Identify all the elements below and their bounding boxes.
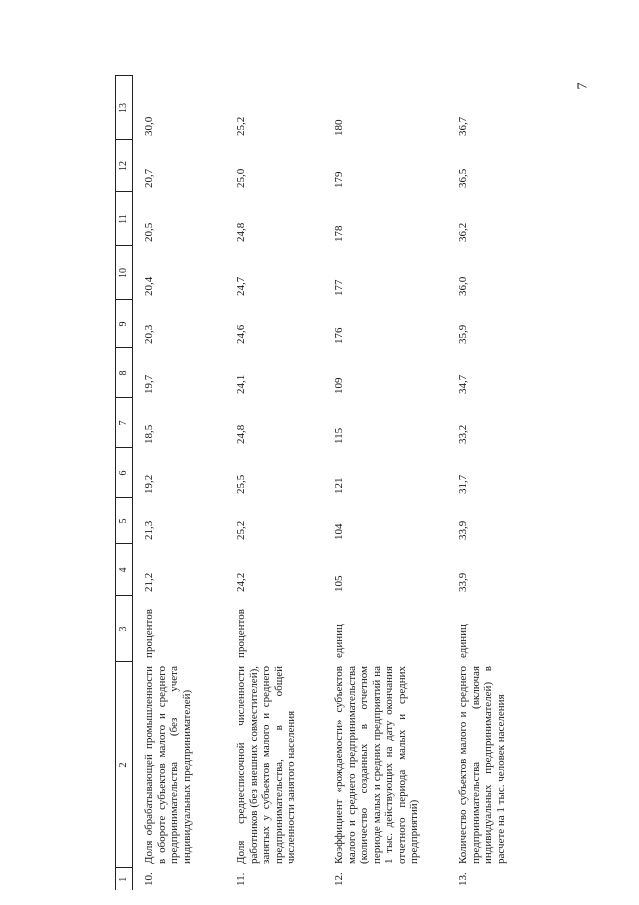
indicator-name: Количество субъектов малого и среднего предпринимательства (включая индивидуальных предпринимателей) в расчете на 1 тыс. человек населения (457, 666, 507, 864)
row-number: 13. (457, 872, 469, 886)
value-cell: 176 (333, 327, 345, 344)
col-header: 6 (116, 448, 133, 498)
value-cell: 36,5 (457, 168, 469, 188)
row-number: 11. (235, 872, 247, 886)
value-cell: 104 (333, 523, 345, 540)
value-cell: 33,9 (457, 520, 469, 540)
col-header: 12 (116, 140, 133, 192)
value-cell: 20,7 (143, 168, 155, 188)
value-cell: 36,7 (457, 116, 469, 136)
value-cell: 177 (333, 279, 345, 296)
value-cell: 25,2 (235, 116, 247, 136)
header-row (116, 76, 133, 890)
value-cell: 18,5 (143, 424, 155, 444)
col-header: 9 (116, 300, 133, 348)
indicator-name: Доля среднесписочной численности работников (без внешних совместителей), занятых у субъектов малого и среднего предпринимательства, в общей численности занятого населения (235, 666, 297, 864)
col-header: 4 (116, 544, 133, 596)
page-number: 7 (575, 82, 591, 90)
table-row (330, 76, 454, 890)
col-header: 5 (116, 498, 133, 544)
value-cell: 24,6 (235, 324, 247, 344)
unit: единиц (457, 624, 469, 658)
value-cell: 24,2 (235, 572, 247, 592)
row-number: 12. (333, 872, 345, 886)
value-cell: 25,5 (235, 474, 247, 494)
value-cell: 115 (333, 427, 345, 444)
value-cell: 179 (333, 171, 345, 188)
value-cell: 121 (333, 477, 345, 494)
rotated-table-container (115, 76, 528, 890)
unit: процентов (143, 609, 155, 658)
value-cell: 109 (333, 377, 345, 394)
col-header: 10 (116, 246, 133, 300)
value-cell: 21,2 (143, 572, 155, 592)
value-cell: 33,9 (457, 572, 469, 592)
value-cell: 19,2 (143, 474, 155, 494)
value-cell: 21,3 (143, 520, 155, 540)
value-cell: 31,7 (457, 474, 469, 494)
col-header: 1 (116, 868, 133, 890)
value-cell: 24,1 (235, 374, 247, 394)
value-cell: 36,2 (457, 222, 469, 242)
value-cell: 33,2 (457, 424, 469, 444)
unit: единиц (333, 624, 345, 658)
indicators-table (115, 76, 538, 891)
table-row (232, 76, 330, 890)
indicator-name: Коэффициент «рождаемости» субъектов малого и среднего предпринимательства (количество созданных в отчетном периоде малых и средних предприятий на 1 тыс. действующих на дату окончания отчетного периода малых и средних предприятий) (333, 666, 420, 864)
col-header: 8 (116, 348, 133, 398)
value-cell: 24,8 (235, 424, 247, 444)
indicator-name: Доля обрабатывающей промышленности в обороте субъектов малого и среднего предпринимательства (без учета индивидуальных предпринимателей) (143, 666, 193, 864)
col-header: 13 (116, 76, 133, 140)
unit: процентов (235, 609, 247, 658)
value-cell: 20,5 (143, 222, 155, 242)
value-cell: 20,4 (143, 276, 155, 296)
value-cell: 24,8 (235, 222, 247, 242)
value-cell: 24,7 (235, 276, 247, 296)
value-cell: 105 (333, 575, 345, 592)
table-row (454, 76, 538, 890)
value-cell: 35,9 (457, 324, 469, 344)
value-cell: 25,0 (235, 168, 247, 188)
value-cell: 178 (333, 225, 345, 242)
col-header: 2 (116, 662, 133, 868)
value-cell: 36,0 (457, 276, 469, 296)
col-header: 3 (116, 596, 133, 662)
col-header: 7 (116, 398, 133, 448)
value-cell: 25,2 (235, 520, 247, 540)
table-row (133, 76, 233, 890)
value-cell: 30,0 (143, 116, 155, 136)
value-cell: 20,3 (143, 324, 155, 344)
value-cell: 34,7 (457, 374, 469, 394)
value-cell: 180 (333, 119, 345, 136)
row-number: 10. (143, 872, 155, 886)
col-header: 11 (116, 192, 133, 246)
value-cell: 19,7 (143, 374, 155, 394)
